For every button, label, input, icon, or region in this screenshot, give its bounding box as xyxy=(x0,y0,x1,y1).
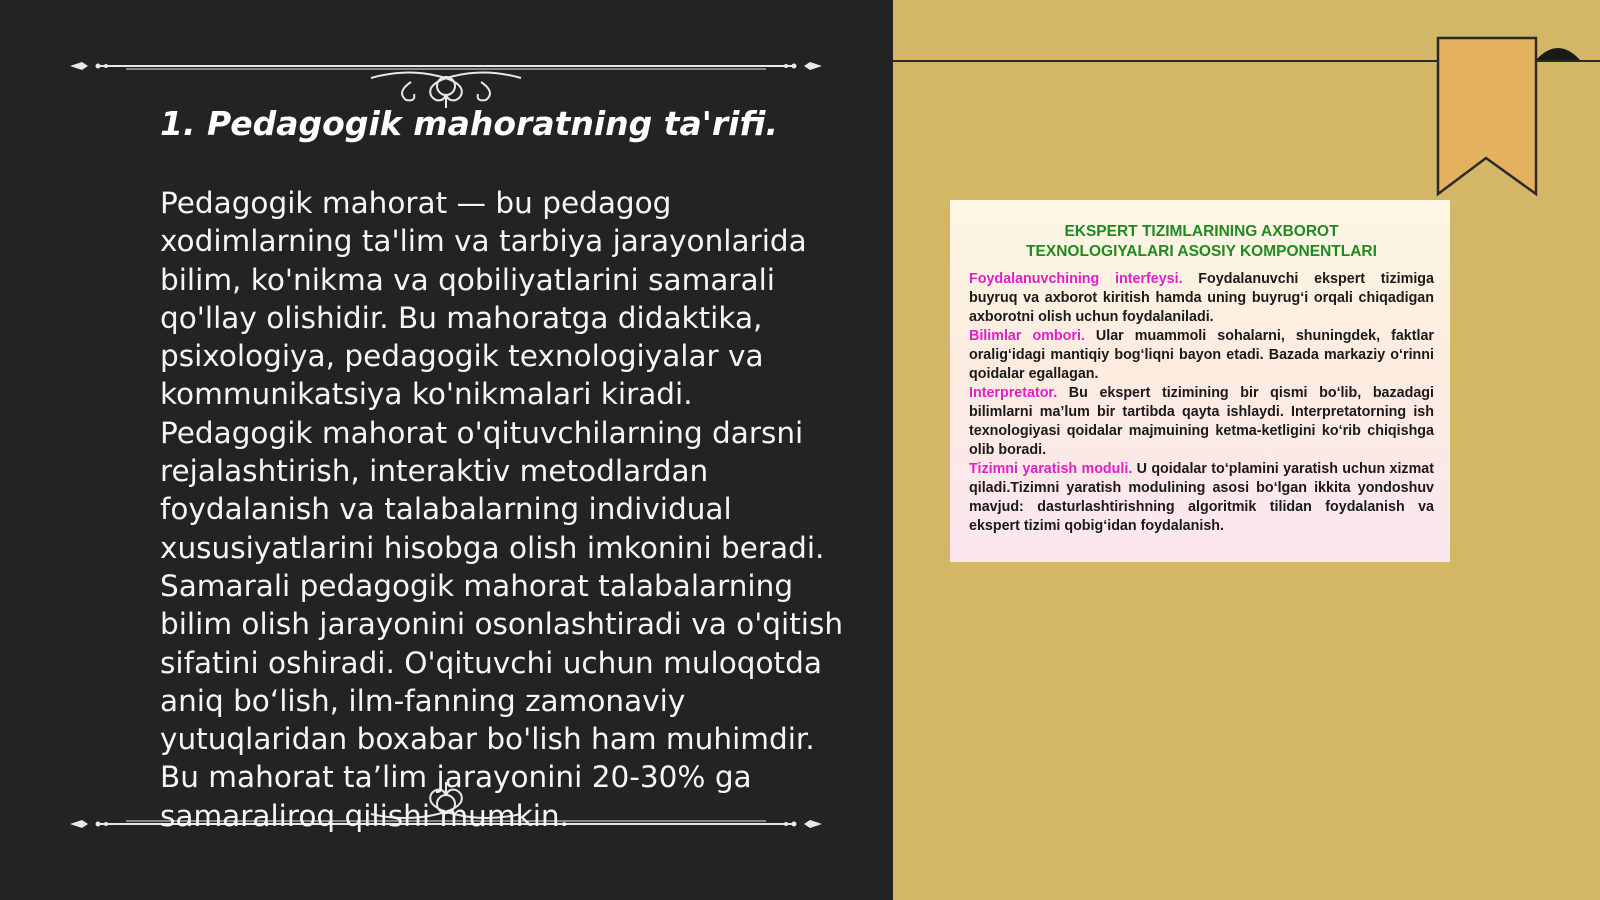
card-description: Bu ekspert tizimining bir qismi bo‘lib, bazadagi bilimlarni ma’lum bir tartibda qayta ishlaydi. Interpretatorning ish texnologiyasi qoidalar majmuining ketma-ketligini ko‘rib chiqishga olib boradi. xyxy=(969,385,1434,458)
card-paragraph xyxy=(969,384,1434,460)
card-term: Tizimni yaratish moduli. xyxy=(969,461,1133,477)
card-term: Foydalanuvchining interfeysi. xyxy=(969,271,1183,287)
bookmark-ribbon-icon xyxy=(1434,36,1584,198)
slide-title: 1. Pedagogik mahoratning ta'rifi. xyxy=(160,104,779,143)
card-title xyxy=(969,222,1434,262)
slide-body-text: Pedagogik mahorat — bu pedagog xodimlarning ta'lim va tarbiya jarayonlarida bilim, ko'nikma va qobiliyatlarini samarali qo'llay olishidir. Bu mahoratga didaktika, psixologiya, pedagogik texnologiyalar va kommunikatsiya ko'nikmalari kiradi. Pedagogik mahorat o'qituvchilarning darsni rejalashtirish, interaktiv metodlardan foydalanish va talabalarning individual xususiyatlarini hisobga olish imkonini beradi. Samarali pedagogik mahorat talabalarning bilim olish jarayonini osonlashtiradi va o'qitish sifatini oshiradi. O'qituvchi uchun muloqotda aniq bo‘lish, ilm-fanning zamonaviy yutuqlaridan boxabar bo'lish ham muhimdir. Bu mahorat ta’lim jarayonini 20-30% ga samaraliroq qilishi mumkin. xyxy=(160,186,844,833)
card-description: Foydalanuvchi ekspert tizimiga buyruq va axborot kiritish hamda uning buyrug‘i orqali chiqadigan axborotni olish uchun foydalaniladi. xyxy=(969,271,1434,325)
card-term: Bilimlar ombori. xyxy=(969,328,1085,344)
card-paragraph xyxy=(969,460,1434,536)
card-paragraph xyxy=(969,270,1434,327)
card-paragraph xyxy=(969,327,1434,384)
card-title-line: EKSPERT TIZIMLARINING AXBOROT xyxy=(1064,223,1339,240)
card-description: Ular muammoli sohalarni, shuningdek, faktlar oralig‘idagi mantiqiy bog‘liqni bayon etadi. Bazada markaziy o‘rinni qoidalar egallagan. xyxy=(969,328,1434,382)
card-title-line: TEXNOLOGIYALARI ASOSIY KOMPONENTLARI xyxy=(1026,243,1377,260)
components-image-card xyxy=(950,200,1450,562)
card-description: U qoidalar to‘plamini yaratish uchun xizmat qiladi.Tizimni yaratish modulining asosi bo‘lgan ikkita yondoshuv mavjud: dasturlashtirishning algoritmik tilidan foydalanish va ekspert tizimi qobig‘idan foydalanish. xyxy=(969,461,1435,534)
card-term: Interpretator. xyxy=(969,385,1058,401)
